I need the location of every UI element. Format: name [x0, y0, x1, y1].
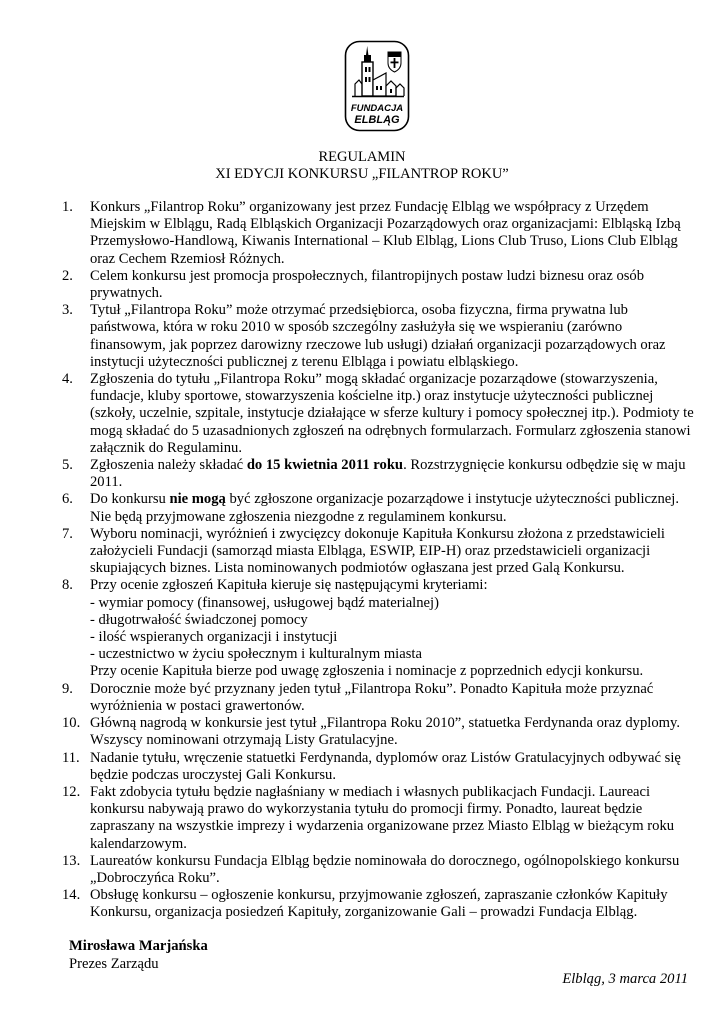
rule-number: 13. — [62, 852, 81, 869]
rule-text: Konkurs „Filantrop Roku” organizowany jest przez Fundację Elbląg we współpracy z Urzędem Miejskim w Elblągu, Radą Elbląskich Organizacji Pozarządowych oraz organizacjami: Elbląską Izbą Przemysłowo-Handlową, Kiwanis International – Klub Elbląg, Lions Club Truso, Lions Club Elbląg oraz Cechem Rzemiosł Różnych. — [90, 199, 681, 267]
rule-text: Obsługę konkursu – ogłoszenie konkursu, przyjmowanie zgłoszeń, zapraszanie członków Kapituły Konkursu, organizacja posiedzeń Kapituły, zorganizowanie Gali – prowadzi Fundacja Elbląg. — [90, 887, 668, 921]
rule-number: 6. — [62, 491, 73, 508]
rule-text: Dorocznie może być przyznany jeden tytuł „Filantropa Roku”. Ponadto Kapituła może przyznać wyróżnienia w postaci grawertonów. — [90, 680, 654, 714]
rule-criterion: Przy ocenie Kapituła bierze pod uwagę zgłoszenia i nominacje z poprzednich edycji konkursu. — [90, 663, 644, 680]
rule-text: Zgłoszenia należy składać — [90, 457, 247, 474]
foundation-logo — [344, 40, 410, 132]
rule-item — [62, 491, 698, 525]
rule-item — [62, 887, 698, 921]
rule-number: 3. — [62, 302, 73, 319]
rule-text: Tytuł „Filantropa Roku” może otrzymać przedsiębiorca, osoba fizyczna, firma prywatna lub państwowa, która w roku 2010 w sposób szczególny zasłużyła się we wspieraniu (zarówno finansowym, jak poprzez darowizny rzeczowe lub usługi) działań organizacji pozarządowych oraz instytucji użyteczności publicznej z terenu Elbląga i powiatu elbląskiego. — [90, 302, 666, 370]
rule-item — [62, 577, 698, 680]
rule-number: 1. — [62, 199, 73, 215]
rule-number: 11. — [62, 749, 80, 766]
rule-number: 2. — [62, 267, 73, 284]
rule-text-bold: nie mogą — [169, 491, 226, 508]
rule-criterion: - wymiar pomocy (finansowej, usługowej bądź materialnej) — [90, 594, 439, 611]
rule-item — [62, 853, 698, 887]
rule-text: . Rozstrzygnięcie konkursu odbędzie się w maju 2011. — [90, 457, 686, 491]
rule-text: Główną nagrodą w konkursie jest tytuł „Filantropa Roku 2010”, statuetka Ferdynanda oraz dyplomy. Wszyscy nominowani otrzymają Listy Gratulacyjne. — [90, 715, 680, 749]
rule-criterion: - długotrwałość świadczonej pomocy — [90, 611, 308, 628]
rule-text: Do konkursu — [90, 491, 170, 508]
document-title: REGULAMIN — [318, 149, 406, 165]
rule-item — [62, 750, 698, 784]
rule-text: Nadanie tytułu, wręczenie statuetki Ferdynanda, dyplomów oraz Listów Gratulacyjnych odbywać się będzie podczas uroczystej Gali Konkursu. — [90, 749, 681, 783]
rule-item — [62, 268, 698, 302]
rule-item — [62, 199, 698, 268]
rule-text: Przy ocenie zgłoszeń Kapituła kieruje się następującymi kryteriami: — [90, 577, 488, 594]
rule-item — [62, 681, 698, 715]
rule-number: 10. — [62, 715, 81, 732]
rule-number: 7. — [62, 525, 73, 542]
rule-item — [62, 302, 698, 371]
rule-text: Fakt zdobycia tytułu będzie nagłaśniany w mediach i własnych publikacjach Fundacji. Laureaci konkursu nabywają prawo do wykorzystania tytułu do promocji firmy. Ponadto, laureat będzie zapraszany na wszystkie imprezy i wydarzenia organizowane przez Miasto Elbląg w bieżącym roku kalendarzowym. — [90, 783, 675, 852]
rules-list — [62, 199, 698, 922]
rule-text: Wyboru nominacji, wyróżnień i zwycięzcy dokonuje Kapituła Konkursu złożona z przedstawicieli założycieli Fundacji (samorząd miasta Elbląga, ESWIP, EIP-H) oraz przedstawicieli organizacji skupiających biznes. Lista nominowanych podmiotów ogłaszana jest przed Galą Konkursu. — [90, 525, 665, 577]
foundation-logo-emblem — [344, 40, 410, 132]
rule-item — [62, 526, 698, 578]
rule-item — [62, 784, 698, 853]
document-subtitle: XI EDYCJI KONKURSU „FILANTROP ROKU” — [215, 166, 509, 182]
logo-text-line1: FUNDACJA — [350, 103, 404, 114]
rule-text: Celem konkursu jest promocja prospołecznych, filantropijnych postaw ludzi biznesu oraz osób prywatnych. — [90, 267, 645, 302]
rule-criterion: - uczestnictwo w życiu społecznym i kulturalnym miasta — [90, 646, 422, 663]
place-and-date: Elbląg, 3 marca 2011 — [562, 971, 688, 987]
rule-number: 12. — [62, 783, 81, 800]
signature-role: Prezes Zarządu — [69, 956, 159, 972]
rule-number: 9. — [62, 680, 73, 697]
rule-item — [62, 371, 698, 457]
rule-text: Laureatów konkursu Fundacja Elbląg będzie nominowała do dorocznego, ogólnopolskiego konkursu „Dobroczyńca Roku”. — [90, 852, 680, 886]
rule-text: być zgłoszone organizacje pozarządowe i instytucje użyteczności publicznej. Nie będą przyjmowane zgłoszenia niezgodne z regulaminem konkursu. — [90, 491, 679, 525]
rule-number: 5. — [62, 457, 73, 474]
rule-item — [62, 715, 698, 749]
rule-number: 4. — [62, 371, 73, 388]
rule-criterion: - ilość wspieranych organizacji i instytucji — [90, 629, 338, 646]
rule-text: Zgłoszenia do tytułu „Filantropa Roku” mogą składać organizacje pozarządowe (stowarzyszenia, fundacje, kluby sportowe, stowarzyszenia kościelne itp.) oraz instytucje użyteczności publicznej (szkoły, uczelnie, szpitale, instytucje działające w sferze kultury i pomocy społecznej itp.). Podmioty te mogą składać do 5 uzasadnionych zgłoszeń na odrębnych formularzach. Formularz zgłoszenia stanowi załącznik do Regulaminu. — [90, 371, 694, 456]
rule-text-bold: do 15 kwietnia 2011 roku — [246, 457, 404, 474]
logo-text-line2: ELBLĄG — [354, 114, 400, 126]
rule-number: 8. — [62, 577, 73, 594]
signature-name: Mirosława Marjańska — [69, 938, 208, 954]
rule-number: 14. — [62, 887, 81, 904]
rule-item — [62, 457, 698, 491]
